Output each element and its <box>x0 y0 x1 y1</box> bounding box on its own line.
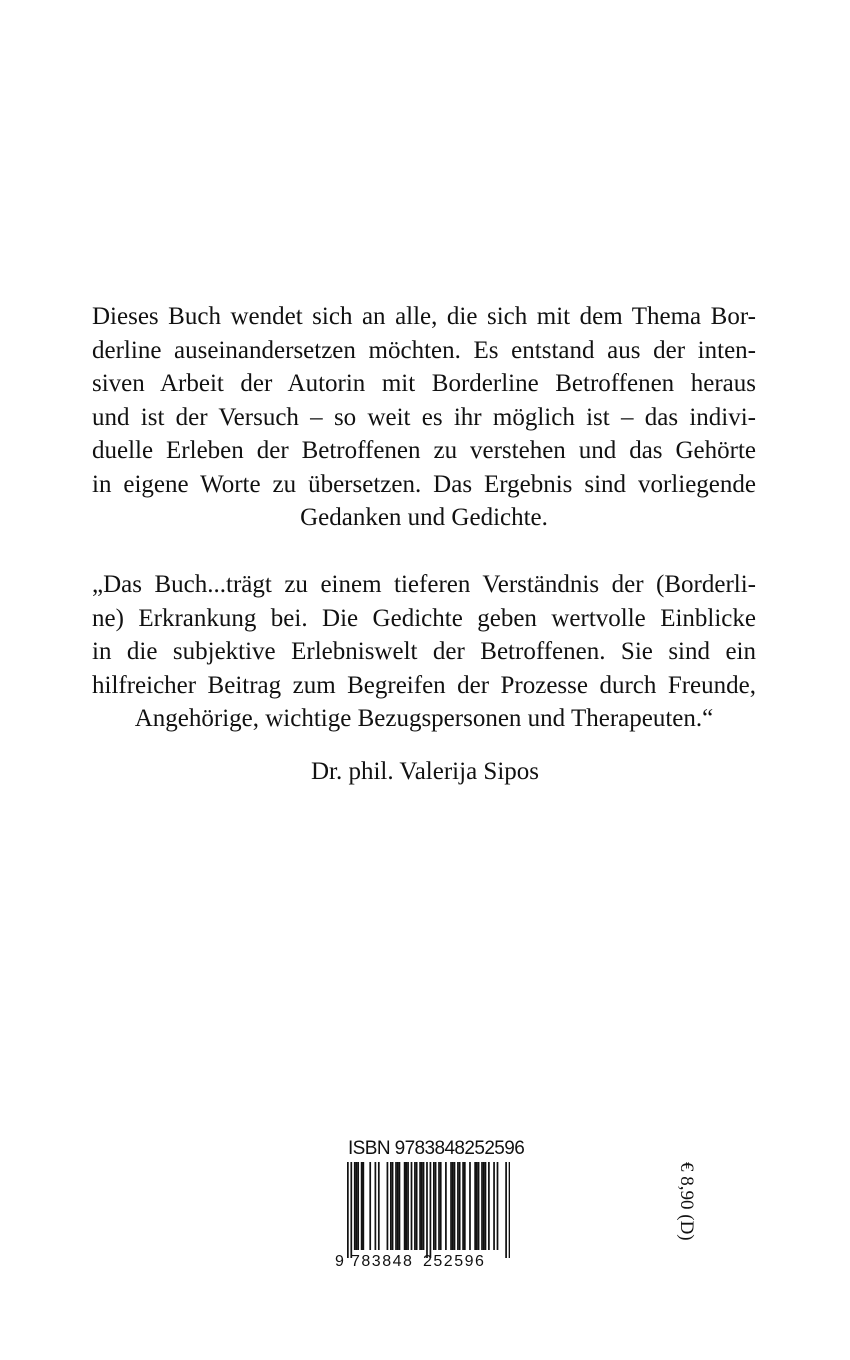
barcode-block <box>335 1138 697 1278</box>
barcode-bar <box>459 1162 461 1250</box>
barcode-bar <box>450 1162 452 1250</box>
review-quote <box>92 568 756 736</box>
barcode-bar <box>426 1162 428 1258</box>
barcode-bar <box>369 1162 371 1250</box>
barcode-bar <box>462 1162 464 1250</box>
quote-attribution: Dr. phil. Valerija Sipos <box>310 758 539 785</box>
barcode-image <box>335 1162 510 1258</box>
quote-line: Angehörige, wichtige Bezugspersonen und Therapeuten.“ <box>134 705 714 732</box>
quote-line: „Das Buch...trägt zu einem tieferen Verständnis der (Borderli- <box>92 571 756 598</box>
barcode-bar <box>469 1162 471 1250</box>
barcode-bar <box>433 1162 435 1250</box>
blurb-paragraph <box>92 300 756 535</box>
barcode-bar <box>405 1162 407 1250</box>
barcode-bar <box>457 1162 459 1250</box>
barcode-bar <box>505 1162 507 1258</box>
barcode-bar <box>350 1162 352 1258</box>
barcode-digit-group-left: 783848 <box>351 1253 414 1270</box>
barcode-bar <box>430 1162 432 1258</box>
barcode-bar <box>387 1162 389 1250</box>
barcode-bar <box>419 1162 421 1250</box>
blurb-line: Dieses Buch wendet sich an alle, die sich mit dem Thema Bor- <box>92 303 756 330</box>
barcode-bar <box>390 1162 392 1250</box>
barcode-bar <box>361 1162 363 1250</box>
barcode-bar <box>375 1162 377 1250</box>
barcode-bar <box>414 1162 416 1250</box>
barcode-bar <box>438 1162 440 1250</box>
barcode-bar <box>416 1162 418 1250</box>
barcode-bar <box>357 1162 359 1250</box>
barcode-bar <box>392 1162 394 1250</box>
barcode-bar <box>445 1162 447 1250</box>
price-label: € 8,90 (D) <box>676 1162 697 1241</box>
barcode-bar <box>478 1162 480 1250</box>
barcode-bar <box>476 1162 478 1250</box>
quote-line: ne) Erkrankung bei. Die Gedichte geben wertvolle Einblicke <box>92 604 756 632</box>
barcode-bar <box>464 1162 466 1250</box>
blurb-line: und ist der Versuch – so weit es ihr möglich ist – das indivi- <box>92 403 756 431</box>
barcode-bar <box>421 1162 423 1250</box>
barcode-bar <box>407 1162 409 1250</box>
barcode-bar <box>404 1162 406 1250</box>
barcode-bar <box>378 1162 380 1250</box>
barcode-bar <box>356 1162 358 1250</box>
barcode-bar <box>362 1162 364 1250</box>
barcode-bar <box>399 1162 401 1250</box>
barcode-bar <box>454 1162 456 1250</box>
barcode-bar <box>509 1162 510 1258</box>
quote-line: in die subjektive Erlebniswelt der Betroffenen. Sie sind ein <box>92 638 756 665</box>
barcode-bar <box>488 1162 490 1250</box>
blurb-line: duelle Erleben der Betroffenen zu verstehen und das Gehörte <box>92 437 756 464</box>
barcode-bar <box>347 1162 349 1258</box>
barcode-bar <box>497 1162 499 1250</box>
barcode-bar <box>423 1162 425 1250</box>
quote-line: hilfreicher Beitrag zum Begreifen der Prozesse durch Freunde, <box>92 671 756 699</box>
barcode-bar <box>452 1162 454 1250</box>
barcode-bar <box>397 1162 399 1250</box>
barcode-bar <box>474 1162 476 1250</box>
barcode-bar <box>481 1162 483 1250</box>
blurb-line: Gedanken und Gedichte. <box>300 504 548 531</box>
barcode-bar <box>354 1162 356 1250</box>
barcode-bar <box>411 1162 413 1250</box>
barcode-digit-group-right: 252596 <box>423 1253 486 1270</box>
barcode-bar <box>440 1162 442 1250</box>
barcode-digit-first: 9 <box>335 1253 344 1270</box>
blurb-line: in eigene Worte zu übersetzen. Das Ergebnis sind vorliegende <box>92 470 756 498</box>
blurb-line: siven Arbeit der Autorin mit Borderline Betroffenen heraus <box>92 370 756 397</box>
isbn-label: ISBN 9783848252596 <box>348 1138 525 1159</box>
barcode-bar <box>485 1162 487 1250</box>
barcode-bar <box>493 1162 495 1250</box>
blurb-line: derline auseinandersetzen möchten. Es entstand aus der inten- <box>92 336 756 364</box>
barcode-bar <box>483 1162 485 1250</box>
barcode-bar <box>395 1162 397 1250</box>
barcode-bar <box>435 1162 437 1250</box>
